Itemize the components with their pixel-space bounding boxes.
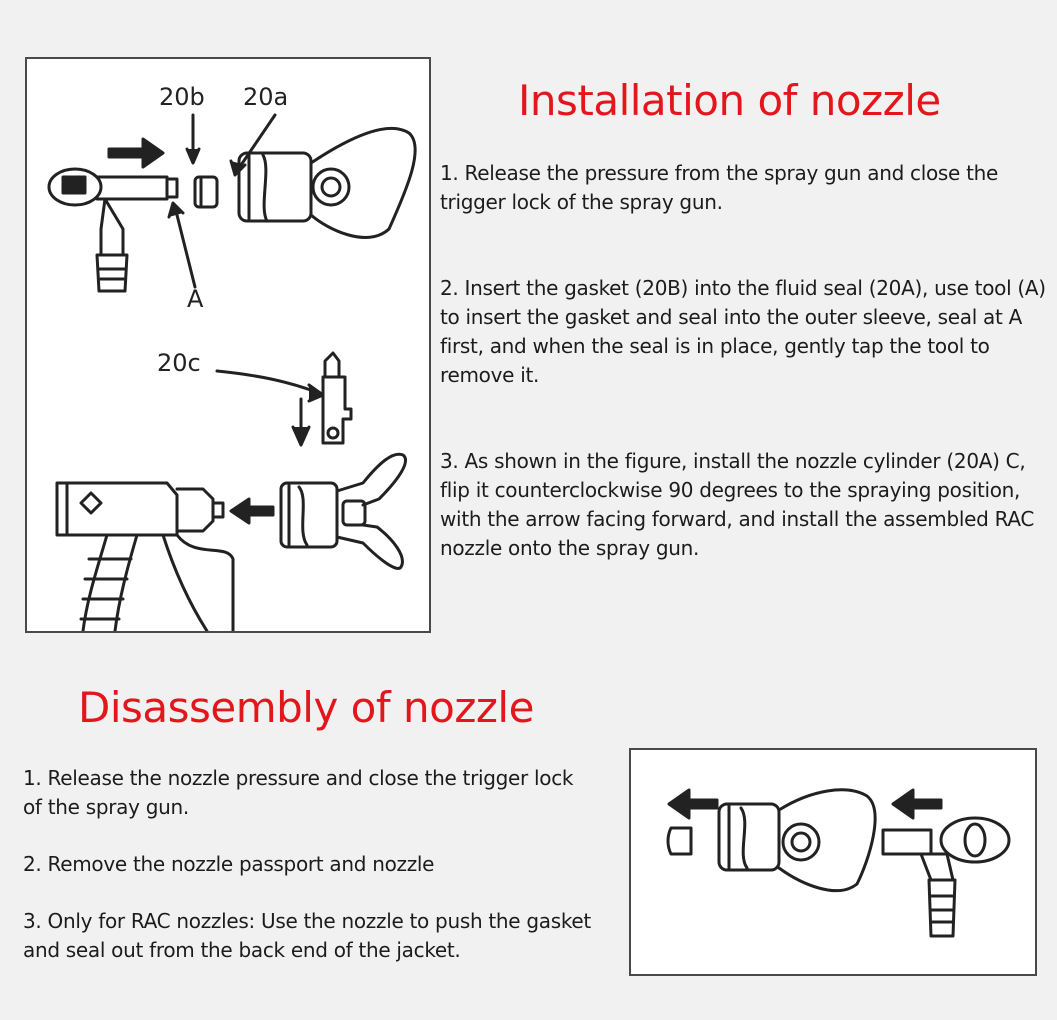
disassembly-step-1: 1. Release the nozzle pressure and close the trigger lock of the spray gun.	[23, 766, 574, 819]
disassembly-title: Disassembly of nozzle	[78, 683, 534, 732]
seal-icon	[668, 828, 691, 854]
pointer-20c	[217, 371, 319, 393]
pointer-20a	[237, 115, 275, 171]
label-20b: 20b	[159, 83, 205, 111]
label-a: A	[187, 285, 204, 313]
installation-diagram	[25, 57, 431, 633]
arrow-left-icon	[669, 790, 717, 818]
install-step-2: 2. Insert the gasket (20B) into the fluid seal (20A), use tool (A) to insert the gasket and seal into the outer sleeve, seal at A first, and when the seal is in place, gently tap the tool to remove it.	[440, 276, 1046, 387]
label-20c: 20c	[157, 349, 201, 377]
nozzle-guard-icon	[719, 790, 875, 891]
rac-nozzle-icon	[281, 454, 406, 568]
arrow-left-icon-2	[893, 790, 941, 818]
label-20a: 20a	[243, 83, 289, 111]
pointer-a	[175, 207, 195, 287]
disassembly-diagram-drawing	[631, 750, 1035, 974]
installation-title: Installation of nozzle	[518, 76, 941, 125]
nozzle-guard-icon	[239, 128, 415, 237]
installation-diagram-drawing	[27, 59, 429, 631]
arrow-left-icon	[231, 499, 273, 523]
tool-a-icon	[49, 169, 177, 291]
disassembly-step-2: 2. Remove the nozzle passport and nozzle	[23, 852, 435, 876]
install-step-3: 3. As shown in the figure, install the nozzle cylinder (20A) C, flip it counterclockwise 90 degrees to the spraying position, with the arrow facing forward, and install the assembled RAC nozzle onto the spray gun.	[440, 449, 1035, 560]
nozzle-cylinder-20c-icon	[293, 353, 351, 445]
install-step-1: 1. Release the pressure from the spray gun and close the trigger lock of the spray gun.	[440, 161, 999, 214]
seal-20a-icon	[195, 177, 217, 207]
spray-gun-icon	[57, 483, 233, 631]
disassembly-step-3: 3. Only for RAC nozzles: Use the nozzle to push the gasket and seal out from the back end of the jacket.	[23, 909, 591, 962]
arrow-right-icon	[109, 139, 163, 167]
tool-icon	[883, 818, 1009, 936]
disassembly-diagram	[629, 748, 1037, 976]
